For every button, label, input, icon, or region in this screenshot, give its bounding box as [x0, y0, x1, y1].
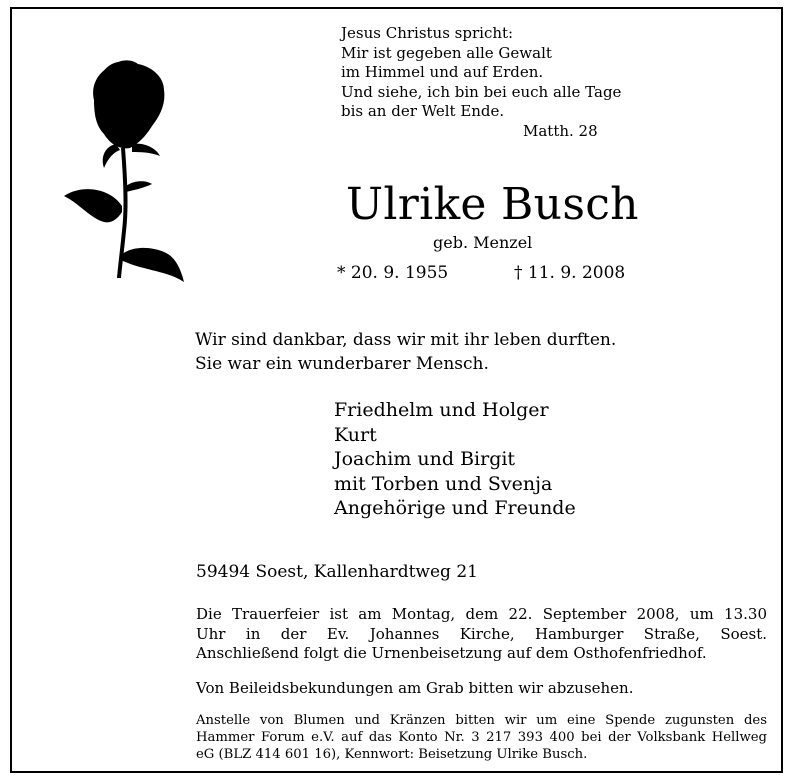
- donation-note: [196, 712, 767, 763]
- deceased-name: Ulrike Busch: [346, 179, 639, 230]
- family-address: 59494 Soest, Kallenhardtweg 21: [196, 562, 478, 582]
- donation-line: eG (BLZ 414 601 16), Kennwort: Beisetzung Ulrike Busch.: [196, 747, 588, 762]
- mourners-list: [334, 398, 576, 521]
- verse-line: Jesus Christus spricht:: [341, 24, 514, 42]
- thanks-line: Sie war ein wunderbarer Mensch.: [195, 354, 489, 374]
- mourner-item: Friedhelm und Holger: [334, 399, 549, 421]
- funeral-info: [196, 605, 767, 664]
- funeral-info-line: Uhr in der Ev. Johannes Kirche, Hamburger Straße, Soest.: [196, 624, 767, 643]
- maiden-name: geb. Menzel: [433, 233, 533, 252]
- birth-date: * 20. 9. 1955: [337, 263, 449, 283]
- verse-line: im Himmel und auf Erden.: [341, 63, 544, 81]
- condolence-note: Von Beileidsbekundungen am Grab bitten wir abzusehen.: [196, 679, 634, 697]
- verse-line: Mir ist gegeben alle Gewalt: [341, 43, 552, 62]
- verse-reference: Matth. 28: [523, 121, 598, 140]
- bible-verse: [341, 24, 621, 141]
- mourner-item: Joachim und Birgit: [334, 448, 516, 470]
- donation-line: Anstelle von Blumen und Kränzen bitten wir um eine Spende zugunsten des: [196, 713, 767, 728]
- donation-line: Hammer Forum e.V. auf das Konto Nr. 3 217 393 400 bei der Volksbank Hellweg: [196, 730, 767, 745]
- death-date: † 11. 9. 2008: [514, 263, 626, 283]
- mourner-item: mit Torben und Svenja: [334, 472, 553, 495]
- thanks-text: [195, 328, 616, 376]
- mourner-item: Kurt: [334, 423, 377, 446]
- verse-line: bis an der Welt Ende.: [341, 102, 505, 120]
- mourner-item: Angehörige und Freunde: [334, 497, 576, 519]
- funeral-info-line: Anschließend folgt die Urnenbeisetzung auf dem Osthofenfriedhof.: [196, 644, 707, 662]
- thanks-line: Wir sind dankbar, dass wir mit ihr leben durften.: [195, 330, 617, 350]
- funeral-info-line: Die Trauerfeier ist am Montag, dem 22. September 2008, um 13.30: [196, 605, 767, 623]
- rose-icon: [60, 56, 190, 286]
- verse-line: Und siehe, ich bin bei euch alle Tage: [341, 82, 622, 101]
